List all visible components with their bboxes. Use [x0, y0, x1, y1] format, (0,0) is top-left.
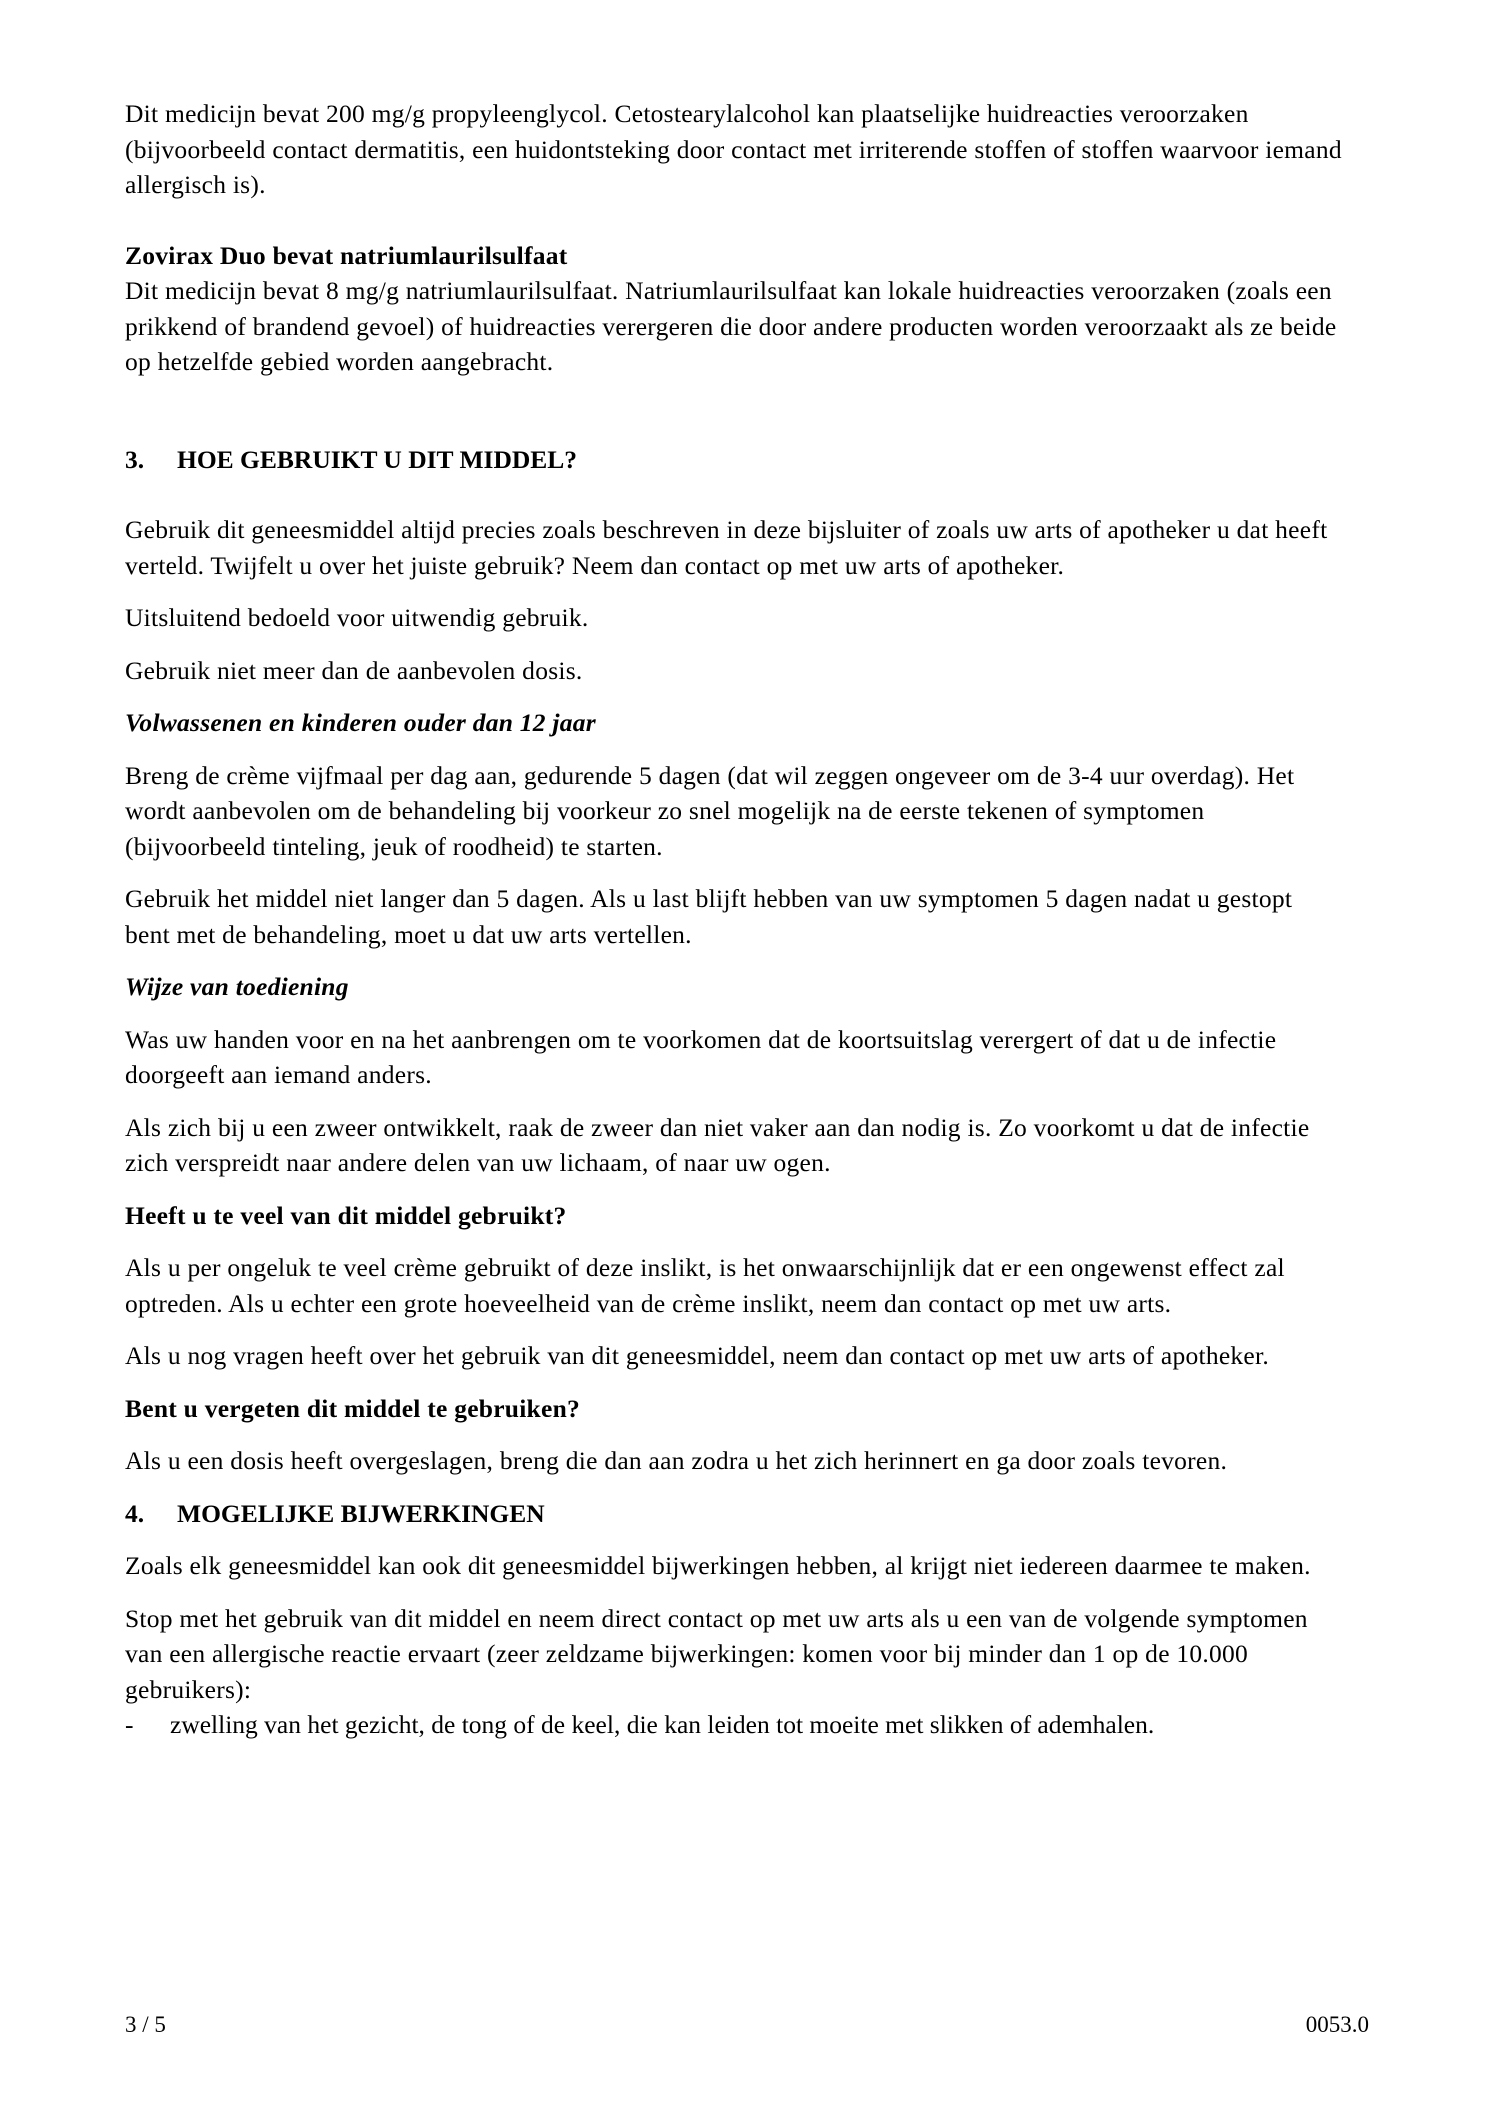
spacer	[125, 1374, 1343, 1391]
heading-vergeten-te-gebruiken: Bent u vergeten dit middel te gebruiken?	[125, 1393, 581, 1423]
spacer	[125, 1321, 1343, 1338]
subheading-volwassenen-kinderen: Volwassenen en kinderen ouder dan 12 jaar	[125, 708, 596, 737]
spacer	[125, 380, 1343, 442]
paragraph-dosis-overgeslagen: Als u een dosis heeft overgeslagen, breng die dan aan zodra u het zich herinnert en ga door zoals tevoren.	[125, 1446, 1228, 1475]
paragraph-uitwendig-gebruik: Uitsluitend bedoeld voor uitwendig gebruik.	[125, 603, 589, 632]
spacer	[125, 477, 1343, 512]
spacer	[125, 1584, 1343, 1601]
section-title-3: HOE GEBRUIKT U DIT MIDDEL?	[177, 444, 578, 474]
paragraph-bijwerkingen-intro: Zoals elk geneesmiddel kan ook dit geneesmiddel bijwerkingen hebben, al krijgt niet iedereen daarmee te maken.	[125, 1551, 1311, 1580]
document-code: 0053.0	[1305, 2012, 1369, 2037]
paragraph-was-uw-handen: Was uw handen voor en na het aanbrengen om te voorkomen dat de koortsuitslag verergert of dat u de infectie doorgeeft aan iemand anders.	[125, 1024, 1277, 1089]
spacer	[125, 741, 1343, 758]
paragraph-stop-allergische-reactie: Stop met het gebruik van dit middel en neem direct contact op met uw arts als u een van de volgende symptomen van een allergische reactie ervaart (zeer zeldzame bijwerkingen: komen voor bij minder dan 1 op de 10.000 gebruikers):	[125, 1603, 1308, 1704]
spacer	[125, 1233, 1343, 1250]
paragraph-niet-langer-dan-5-dagen: Gebruik het middel niet langer dan 5 dagen. Als u last blijft hebben van uw symptomen 5 dagen nadat u gestopt bent met de behandeling, moet u dat uw arts vertellen.	[125, 884, 1293, 949]
section-heading-4	[125, 1496, 1343, 1532]
spacer	[125, 1005, 1343, 1022]
spacer	[125, 583, 1343, 600]
spacer	[125, 1479, 1343, 1496]
list-item-zwelling	[125, 1707, 1343, 1743]
paragraph-te-veel-gebruikt: Als u per ongeluk te veel crème gebruikt of deze inslikt, is het onwaarschijnlijk dat er een ongewenst effect zal optreden. Als u echter een grote hoeveelheid van de crème inslikt, neem dan contact op met uw arts.	[125, 1253, 1285, 1318]
paragraph-breng-creme: Breng de crème vijfmaal per dag aan, gedurende 5 dagen (dat wil zeggen ongeveer om de 3-4 uur overdag). Het wordt aanbevolen om de behandeling bij voorkeur zo snel mogelijk na de eerste tekenen of symptomen (bijvoorbeeld tinteling, jeuk of roodheid) te starten.	[125, 760, 1295, 861]
paragraph-natriumlaurilsulfaat: Dit medicijn bevat 8 mg/g natriumlaurilsulfaat. Natriumlaurilsulfaat kan lokale huidreacties veroorzaken (zoals een prikkend of brandend gevoel) of huidreacties verergeren die door andere producten worden veroorzaakt als ze beide op hetzelfde gebied worden aangebracht.	[125, 276, 1337, 376]
spacer	[125, 1181, 1343, 1198]
spacer	[125, 203, 1343, 238]
page-content	[125, 96, 1343, 1743]
spacer	[125, 1426, 1343, 1443]
paragraph-gebruik-intro: Gebruik dit geneesmiddel altijd precies zoals beschreven in deze bijsluiter of zoals uw arts of apotheker u dat heeft verteld. Twijfelt u over het juiste gebruik? Neem dan contact op met uw arts of apotheker.	[125, 515, 1328, 580]
spacer	[125, 952, 1343, 969]
list-item-label: zwelling van het gezicht, de tong of de keel, die kan leiden tot moeite met slikken of ademhalen.	[170, 1710, 1155, 1739]
spacer	[125, 864, 1343, 881]
subheading-wijze-van-toediening: Wijze van toediening	[125, 972, 349, 1001]
section-heading-3	[125, 442, 1343, 478]
spacer	[125, 688, 1343, 705]
page-footer	[125, 2010, 1369, 2040]
paragraph-nog-vragen: Als u nog vragen heeft over het gebruik van dit geneesmiddel, neem dan contact op met uw arts of apotheker.	[125, 1341, 1269, 1370]
paragraph-zweer: Als zich bij u een zweer ontwikkelt, raak de zweer dan niet vaker aan dan nodig is. Zo voorkomt u dat de infectie zich verspreidt naar andere delen van uw lichaam, of naar uw ogen.	[125, 1112, 1310, 1177]
section-number-4: 4.	[125, 1498, 145, 1528]
paragraph-aanbevolen-dosis: Gebruik niet meer dan de aanbevolen dosis.	[125, 655, 583, 685]
section-title-4: MOGELIJKE BIJWERKINGEN	[177, 1498, 545, 1528]
bullet-dash: -	[125, 1710, 134, 1739]
heading-natriumlaurilsulfaat: Zovirax Duo bevat natriumlaurilsulfaat	[125, 240, 568, 270]
spacer	[125, 1531, 1343, 1548]
paragraph-propyleenglycol: Dit medicijn bevat 200 mg/g propyleenglycol. Cetostearylalcohol kan plaatselijke huidreacties veroorzaken (bijvoorbeeld contact dermatitis, een huidontsteking door contact met irriterende stoffen of stoffen waarvoor iemand allergisch is).	[125, 99, 1342, 199]
section-number-3: 3.	[125, 444, 145, 474]
spacer	[125, 1093, 1343, 1110]
spacer	[125, 636, 1343, 653]
heading-te-veel-gebruikt: Heeft u te veel van dit middel gebruikt?	[125, 1200, 567, 1230]
page-number: 3 / 5	[125, 2012, 166, 2037]
